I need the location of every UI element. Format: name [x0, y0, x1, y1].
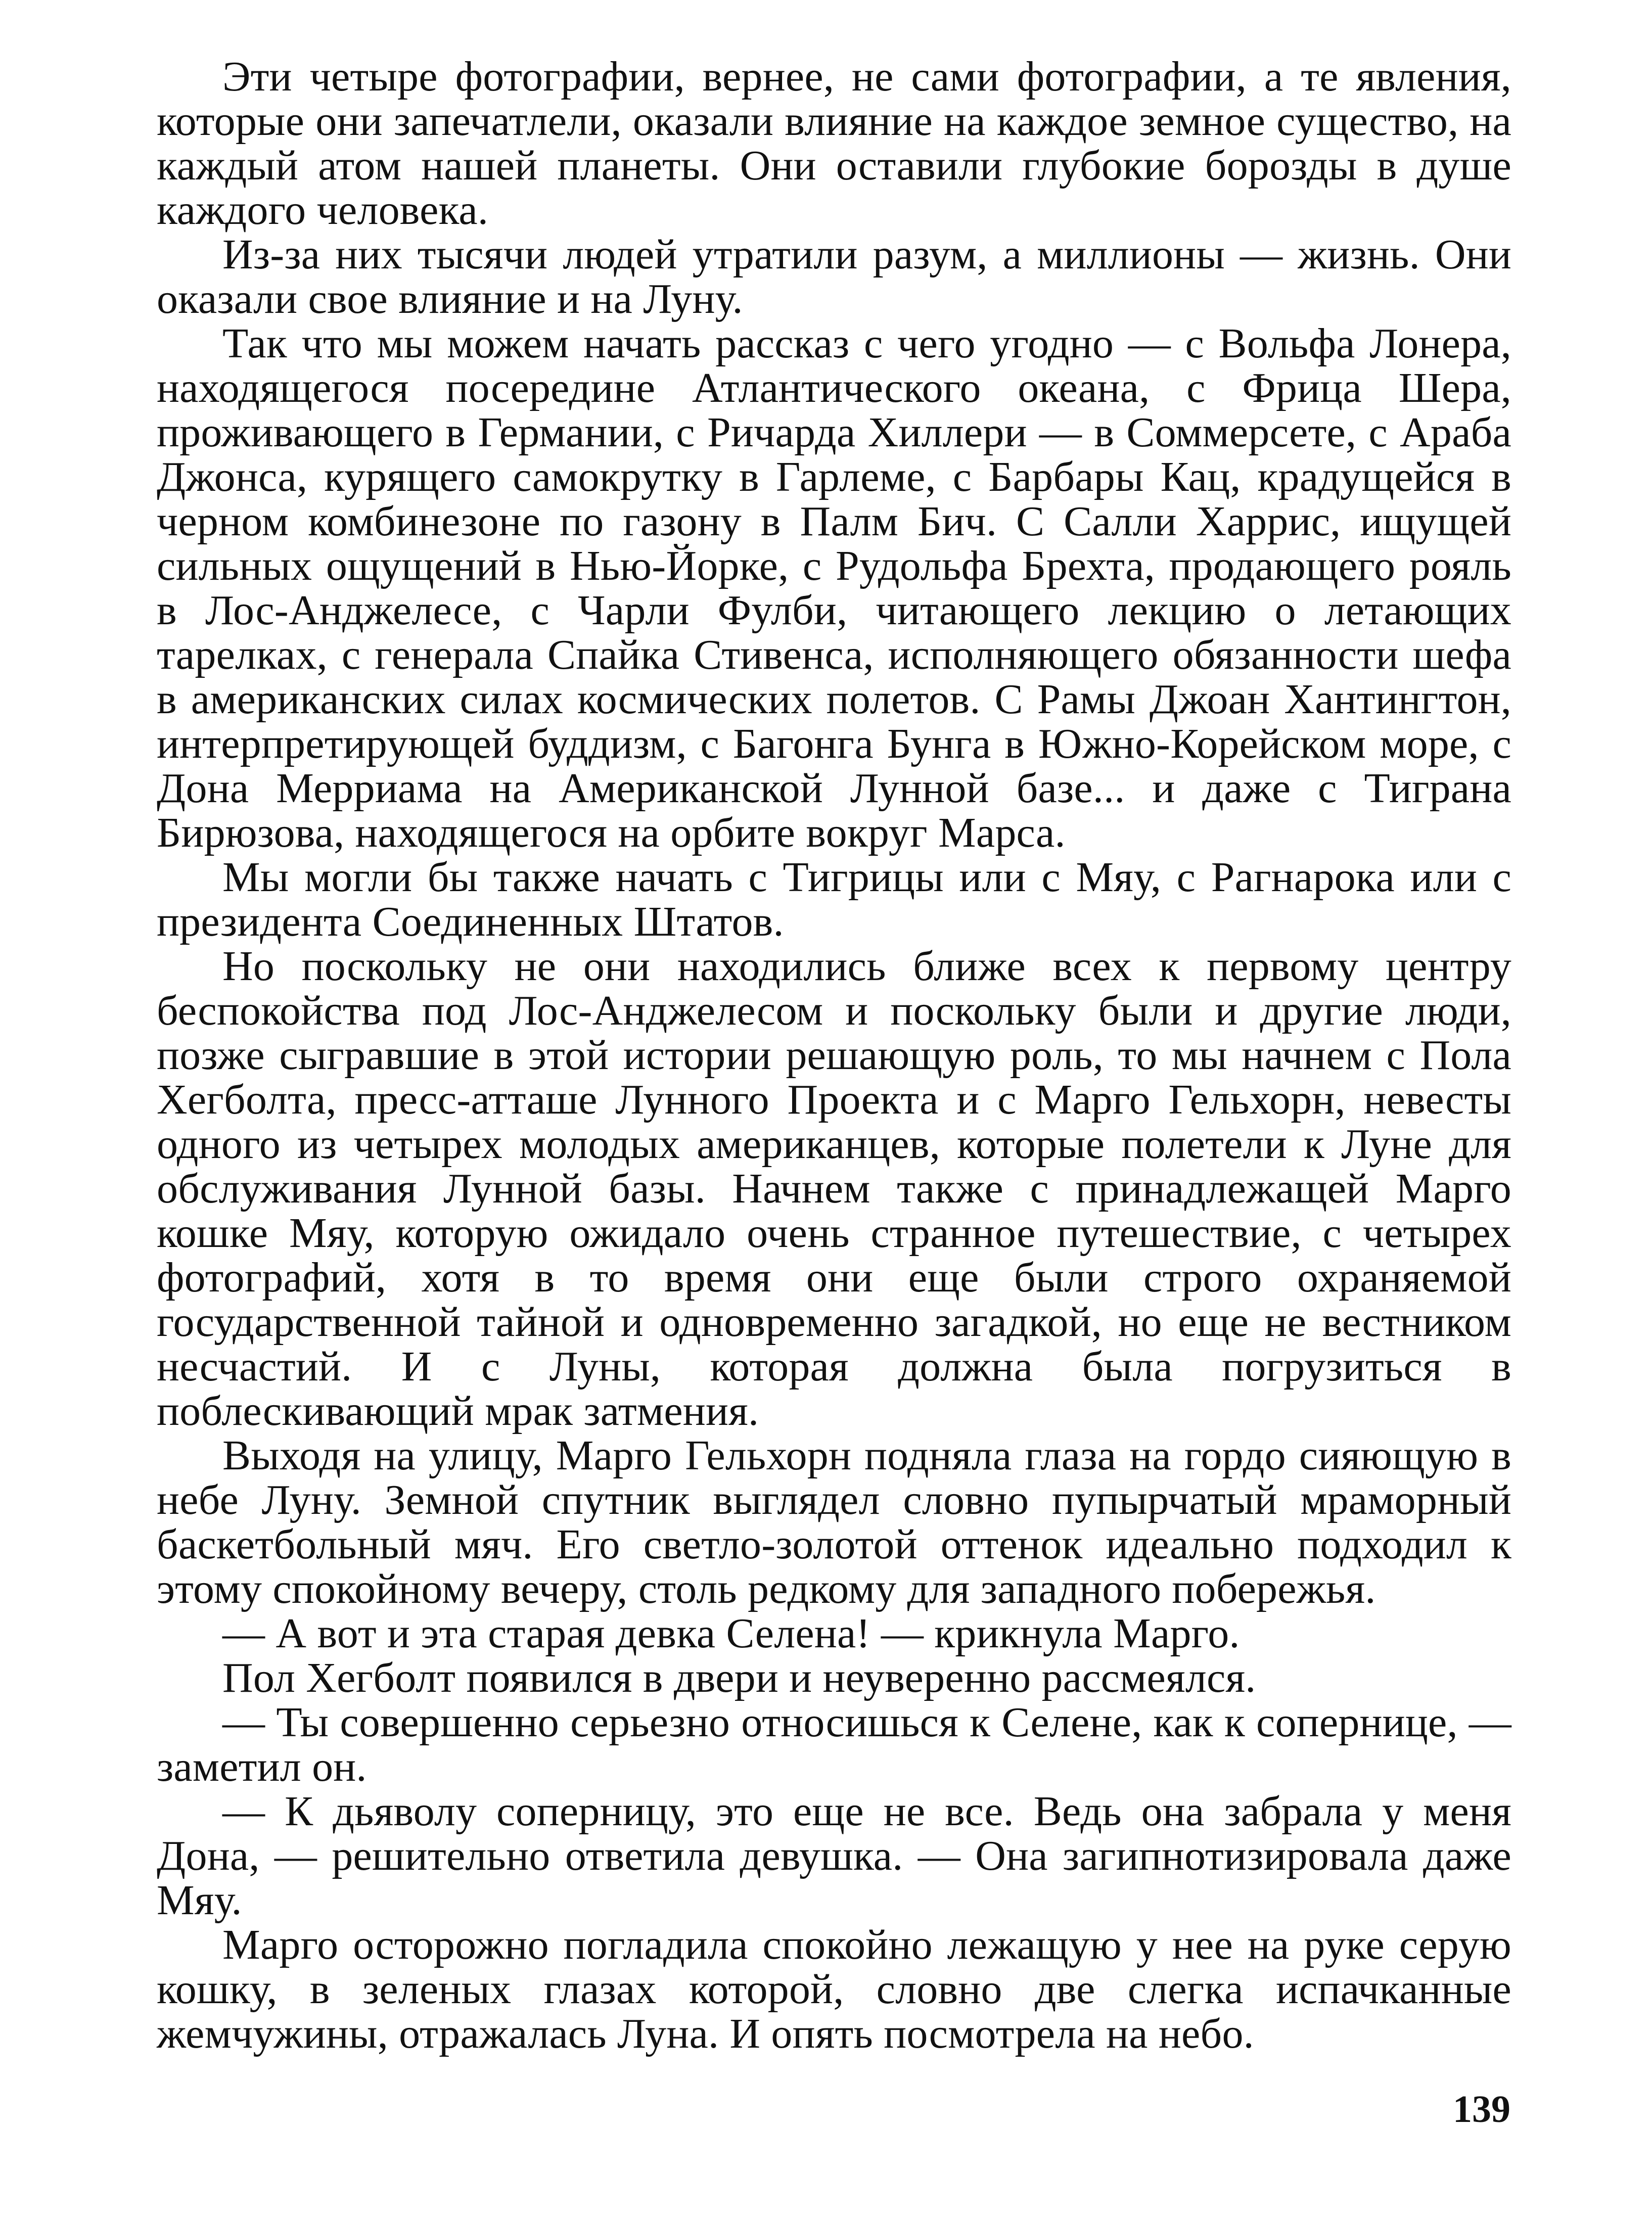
paragraph: Так что мы можем начать рассказ с чего угодно — с Вольфа Лонера, находящегося посередине Атлантического океана, с Фрица Шера, проживающего в Германии, с Ричарда Хиллери — в Соммерсете, с Араба Джонса, курящего самокрутку в Гарлеме, с Барбары Кац, крадущейся в черном комбинезоне по газону в Палм Бич. С Салли Харрис, ищущей сильных ощущений в Нью-Йорке, с Рудольфа Брехта, продающего рояль в Лос-Анджелесе, с Чарли Фулби, читающего лекцию о летающих тарелках, с генерала Спайка Стивенса, исполняющего обязанности шефа в американских силах космических полетов. С Рамы Джоан Хантингтон, интерпретирующей буддизм, с Багонга Бунга в Южно-Корейском море, с Дона Мерриама на Американской Лунной базе... и даже с Тиграна Бирюзова, находящегося на орбите вокруг Марса. — [157, 320, 1511, 856]
paragraph: Из-за них тысячи людей утратили разум, а миллионы — жизнь. Они оказали свое влияние и на Луну. — [157, 231, 1511, 322]
paragraph: — Ты совершенно серьезно относишься к Селене, как к сопернице, — заметил он. — [157, 1699, 1511, 1790]
paragraph: Выходя на улицу, Марго Гельхорн подняла глаза на гордо сияющую в небе Луну. Земной спутник выглядел словно пупырчатый мраморный баскетбольный мяч. Его светло-золотой оттенок идеально подходил к этому спокойному вечеру, столь редкому для западного побережья. — [157, 1432, 1511, 1612]
paragraph: Эти четыре фотографии, вернее, не сами фотографии, а те явления, которые они запечатлели, оказали влияние на каждое земное существо, на каждый атом нашей планеты. Они оставили глубокие борозды в душе каждого человека. — [157, 53, 1511, 234]
page-text — [157, 55, 1511, 2056]
paragraph: Марго осторожно погладила спокойно лежащую у нее на руке серую кошку, в зеленых глазах которой, словно две слегка испачканные жемчужины, отражалась Луна. И опять посмотрела на небо. — [157, 1921, 1511, 2057]
paragraph: Но поскольку не они находились ближе всех к первому центру беспокойства под Лос-Анджелесом и поскольку были и другие люди, позже сыгравшие в этой истории решающую роль, то мы начнем с Пола Хегболта, пресс-атташе Лунного Проекта и с Марго Гельхорн, невесты одного из четырех молодых американцев, которые полетели к Луне для обслуживания Лунной базы. Начнем также с принадлежащей Марго кошке Мяу, которую ожидало очень странное путешествие, с четырех фотографий, хотя в то время они еще были строго охраняемой государственной тайной и одновременно загадкой, но еще не вестником несчастий. И с Луны, которая должна была погрузиться в поблескивающий мрак затмения. — [157, 943, 1511, 1435]
paragraph: Пол Хегболт появился в двери и неуверенно рассмеялся. — [222, 1654, 1256, 1701]
page-number: 139 — [1453, 2088, 1510, 2131]
paragraph: — К дьяволу соперницу, это еще не все. Ведь она забрала у меня Дона, — решительно ответила девушка. — Она загипнотизировала даже Мяу. — [157, 1788, 1511, 1924]
paragraph: Мы могли бы также начать с Тигрицы или с Мяу, с Рагнарока или с президента Соединенных Штатов. — [157, 854, 1511, 945]
paragraph: — А вот и эта старая девка Селена! — крикнула Марго. — [222, 1610, 1240, 1657]
